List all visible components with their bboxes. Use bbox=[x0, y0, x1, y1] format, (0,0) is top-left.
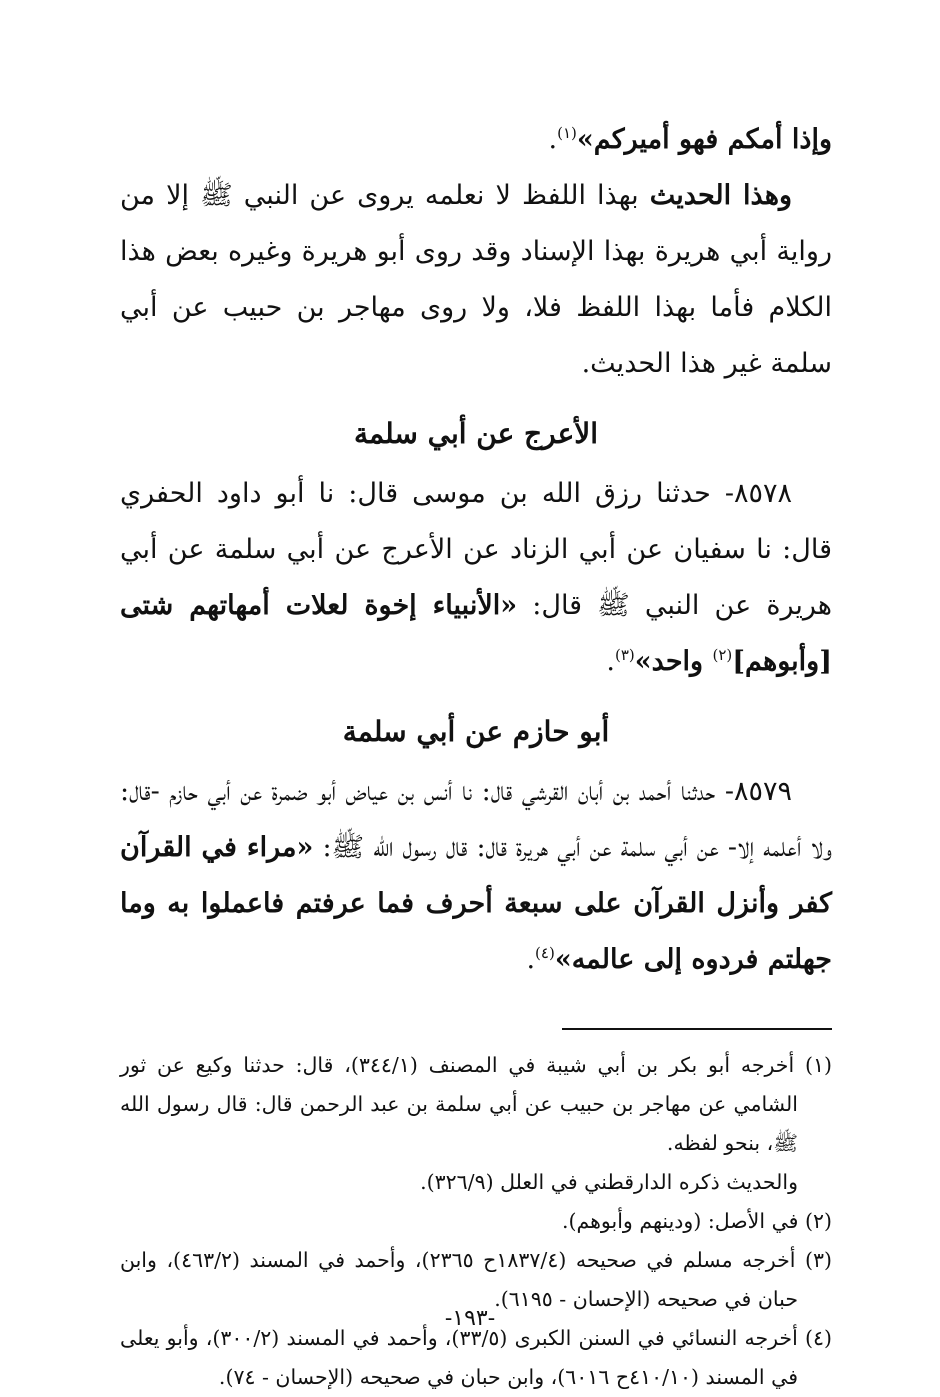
hadith-text-bold: وإذا أمكم فهو أميركم» bbox=[576, 124, 832, 155]
footnote-ref-2[interactable]: (٢) bbox=[712, 646, 733, 664]
footnote-1-continued: والحديث ذكره الدارقطني في العلل (٣٢٦/٩). bbox=[420, 1170, 798, 1194]
hadith-8578-chain: ٨٥٧٨- حدثنا رزق الله بن موسى قال: نا أبو داود الحفري قال: نا سفيان عن أبي الزناد عن الأعرج عن أبي سلمة عن أبي هريرة عن النبي ﷺ قال: bbox=[120, 478, 833, 621]
period: . bbox=[606, 646, 615, 677]
footnote-1: (١) أخرجه أبو بكر بن أبي شيبة في المصنف (٣٤٤/١)، قال: حدثنا وكيع عن ثور الشامي عن مهاجر بن حبيب عن أبي سلمة بن عبد الرحمن قال: قال رسول الله ﷺ، بنحو لفظه. bbox=[120, 1053, 833, 1155]
period: . bbox=[526, 944, 536, 975]
footnote-ref-4[interactable]: (٤) bbox=[535, 944, 555, 962]
hadith-8579-matn: «مراء في القرآن كفر وأنزل القرآن على سبعة أحرف فما عرفتم فاعملوا به وما جهلتم فردوه إلى عالمه» bbox=[120, 832, 832, 975]
footnote-4: (٤) أخرجه النسائي في السنن الكبرى (٣٣/٥)، وأحمد في المسند (٣٠٠/٢)، وأبو يعلى في المسند (٤١٠/١٠ح ٦٠١٦)، وابن حبان في صحيحه (الإحسان - ٧٤). bbox=[120, 1326, 832, 1389]
page-body bbox=[120, 112, 832, 1397]
hadith-8578 bbox=[120, 466, 832, 690]
paragraph-closing-hadith bbox=[120, 112, 832, 168]
hadith-8578-matn: «الأنبياء إخوة لعلات أمهاتهم شتى [وأبوهم] bbox=[120, 590, 832, 677]
footnote-ref-1[interactable]: (١) bbox=[557, 124, 577, 142]
footnote-ref-3[interactable]: (٣) bbox=[614, 646, 635, 664]
footnote-separator bbox=[562, 1028, 832, 1030]
paragraph-commentary bbox=[120, 168, 832, 392]
hadith-8579 bbox=[120, 764, 832, 988]
commentary-lead-bold: وهذا الحديث bbox=[649, 180, 792, 211]
section-heading-aaraj: الأعرج عن أبي سلمة bbox=[353, 417, 599, 450]
footnote-2: (٢) في الأصل: (ودينهم وأبوهم). bbox=[561, 1209, 832, 1233]
section-heading-abu-hazim: أبو حازم عن أبي سلمة bbox=[342, 715, 610, 748]
hadith-8578-matn-end: واحد» bbox=[634, 646, 713, 677]
period: . bbox=[548, 124, 558, 155]
footnote-3: (٣) أخرجه مسلم في صحيحه (١٨٣٧/٤ح ٢٣٦٥)، وأحمد في المسند (٤٦٣/٢)، وابن حبان في صحيحه (الإحسان - ٦١٩٥). bbox=[120, 1248, 832, 1311]
commentary-text: بهذا اللفظ لا نعلمه يروى عن النبي ﷺ إلا من رواية أبي هريرة بهذا الإسناد وقد روى أبو هريرة وغيره بعض هذا الكلام فأما بهذا اللفظ فلا، ولا روى مهاجر بن حبيب عن أبي سلمة غير هذا الحديث. bbox=[120, 180, 832, 379]
page-number: -١٩٣- bbox=[444, 1306, 496, 1331]
hadith-8579-chain: ٨٥٧٩- حدثنا أحمد بن أبان القرشي قال: نا أنس بن عياض أبو ضمرة عن أبي حازم -قال: ولا أعلمه إلا- عن أبي سلمة عن أبي هريرة قال: قال رسول الله ﷺ: bbox=[120, 776, 832, 863]
